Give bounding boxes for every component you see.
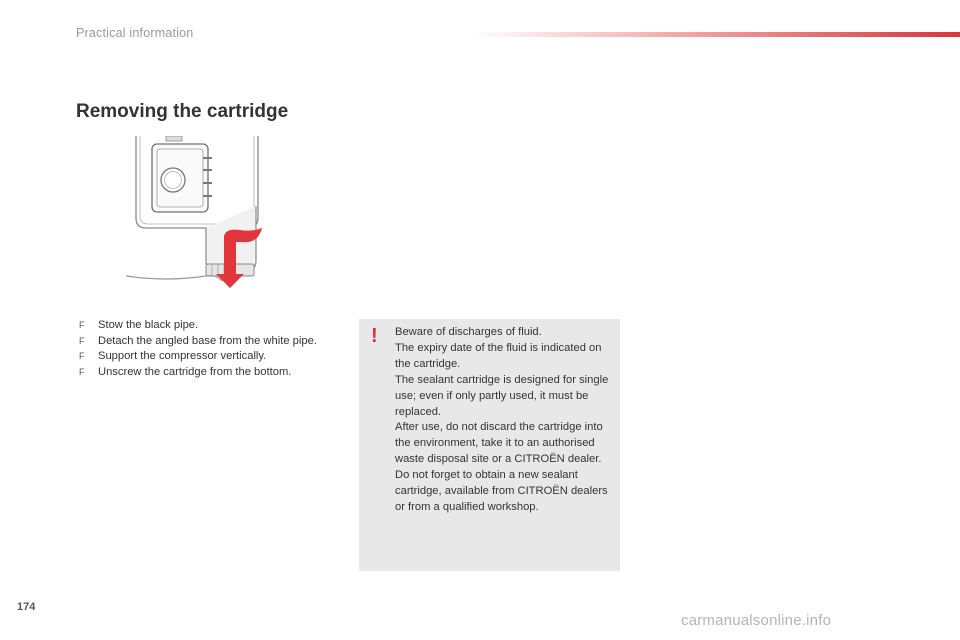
section-title: Removing the cartridge xyxy=(76,101,289,122)
warning-line: Beware of discharges of fluid. xyxy=(395,326,542,338)
header-accent-bar xyxy=(470,32,960,37)
checkbox-bullet-icon: F xyxy=(79,335,85,346)
steps-list xyxy=(76,318,336,380)
warning-line: Do not forget to obtain a new sealant cartridge, available from CITROËN dealers or from a qualified workshop. xyxy=(395,469,608,513)
list-item xyxy=(76,334,336,350)
list-item xyxy=(76,318,336,334)
step-text: Detach the angled base from the white pipe. xyxy=(98,334,317,347)
checkbox-bullet-icon: F xyxy=(79,320,85,330)
warning-line: After use, do not discard the cartridge into the environment, take it to an authorised waste disposal site or a CITROËN dealer. xyxy=(395,421,603,466)
list-item xyxy=(76,365,336,381)
step-text: Support the compressor vertically. xyxy=(98,350,267,362)
warning-box xyxy=(359,319,620,571)
list-item xyxy=(76,349,336,365)
warning-exclamation-icon: ! xyxy=(371,325,378,347)
warning-line: The sealant cartridge is designed for single use; even if only partly used, it must be replaced. xyxy=(395,373,609,418)
warning-line: The expiry date of the fluid is indicated on the cartridge. xyxy=(395,341,602,370)
page-number: 174 xyxy=(17,601,36,613)
header-title: Practical information xyxy=(76,26,194,40)
checkbox-bullet-icon: F xyxy=(79,366,85,377)
step-text: Unscrew the cartridge from the bottom. xyxy=(98,365,292,378)
warning-text xyxy=(395,325,611,516)
step-text: Stow the black pipe. xyxy=(98,319,199,331)
checkbox-bullet-icon: F xyxy=(79,351,85,361)
watermark: carmanualsonline.info xyxy=(681,612,832,629)
cartridge-removal-illustration xyxy=(126,136,271,288)
